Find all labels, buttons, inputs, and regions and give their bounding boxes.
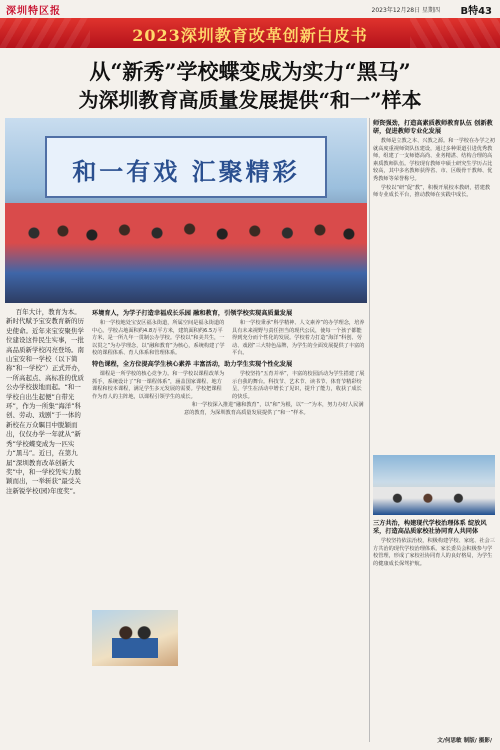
main-photo [5,118,367,303]
inline-photo [92,610,178,666]
article-columns-1 [92,320,366,359]
article-paragraph: 课程是一所学校的核心竞争力。和一学校以课程改革为抓手，系统设计了“和一课程体系”，涵盖国家课程、地方课程和校本课程，满足学生多元发展的需要。学校把课程作为育人的主阵地，以课程引领学生的成长。 [92,370,225,400]
section-heading-teachers: 师资强劲，打造高素质教师教育队伍 创新教研，促进教师专业化发展 [373,120,493,135]
section-heading-curriculum: 特色课程，全方位提高学生核心素养 丰富活动，助力学生实现个性化发展 [92,360,293,368]
article-paragraph: 学校坚持依法治校，积极构建学校、家庭、社会三方共治的现代学校治理体系。家长委员会积极参与学校管理，形成了家校社协同育人的良好格局，为学生的健康成长保驾护航。 [373,538,495,567]
banner-title: 2023深圳教育改革创新白皮书 [132,26,368,45]
intro-text: 百年大计，教育为本。新时代赋予宝安教育新的历史使命。近年来宝安聚焦学位建设这件民生实事，一批高品质新学校闪亮登场。南山宝安和一学校（以下简称“和一学校”）正式开办，一所高起点、高标准的优质公办学校拔地而起。“和一学校自出生起便”自带光环”，作为一所集“海洋”科创、劳动、戏剧”于一体的新校在万众瞩目中脱颖而出，仅仅办学一年就从“新秀”学校蝶变成为一匹实力“黑马”。近日，在第九届“深圳教育改革创新大奖”中，和一学校凭实力脱颖而出，一举斩获“最受关注新锐学校(园)年度奖”。 [6,308,85,495]
section-heading-environment: 环境育人，为学子打造幸福成长乐园 融和教育，引领学校实现高质量发展 [92,310,293,317]
page-number: B特43 [460,6,492,17]
main-article [92,308,366,419]
article-paragraph: 教师是立教之本、兴教之源。和一学校在办学之初就高度重视师资队伍建设，通过多种渠道引进优秀教师，组建了一支师德高尚、业务精湛、结构合理的高素质教师队伍。学校现有教师中硕士研究生学历占比较高，其中多名教师获得省、市、区级骨干教师、优秀教师等荣誉称号。 [373,138,495,182]
article-paragraph: 学校以“研”促“教”，积极开展校本教研，搭建教师专业成长平台，推动教师在实践中成长。 [373,184,491,199]
right-column [373,118,495,201]
headline-line-1: 从“新秀”学校蝶变成为实力“黑马” [89,59,411,84]
article-columns-2 [92,371,366,402]
issue-date: 2023年12月28日 星期四 [371,7,440,14]
section-banner [0,18,500,48]
right-column-lower [373,518,495,569]
masthead [0,0,500,18]
stage-backdrop [45,136,327,198]
credits-line: 文/何思敏 制版/ 摄影/ [437,738,492,744]
intro-column [6,308,86,496]
students-crowd [5,203,367,303]
column-divider [369,118,370,742]
headline-line-2: 为深圳教育高质量发展提供“和一”样本 [78,88,422,112]
article-paragraph: 和一学校地处宝安区福永街道，所属空间是福永街道的中心。学校占地面积约4.8万平方米，建筑面积约6.5万平方米，是一所九年一贯制公办学校。学校以“和美共生，一以贯之”为办学理念，以“融和教育”为核心，系统构建了学校的课程体系、育人体系和管理体系。 [92,320,225,357]
newspaper-logo: 深圳特区报 [6,6,61,17]
stage-backdrop-text: 和一有戏 汇聚精彩 [72,157,300,186]
article-closing [184,402,366,417]
article-paragraph: 和一学校秉承“科学精神、人文素养”的办学理念，培养具有未来视野与责任担当的现代公民，使每一个孩子都能得到充分而个性化的发展。学校着力打造“海洋”科创、劳动、戏剧”三大特色品牌，为学生的全面发展提供了丰富的平台。 [232,320,365,357]
section-heading-governance: 三方共治，构建现代学校治理体系 绽放风采，打造高品质家校社协同育人共同体 [373,520,487,535]
article-paragraph: 和一学校深入推进“融和教育”，以“和”为根，以“一”为本，努力办好人民满意的教育，为深圳教育高质量发展提供了“和一”样本。 [184,402,364,416]
article-paragraph: 学校坚持“五育并举”，丰富的校园活动为学生搭建了展示自我的舞台。科技节、艺术节、读书节、体育节精彩纷呈，学生在活动中增长了见识，提升了能力，收获了成长的快乐。 [232,370,365,400]
right-photo [373,455,495,515]
